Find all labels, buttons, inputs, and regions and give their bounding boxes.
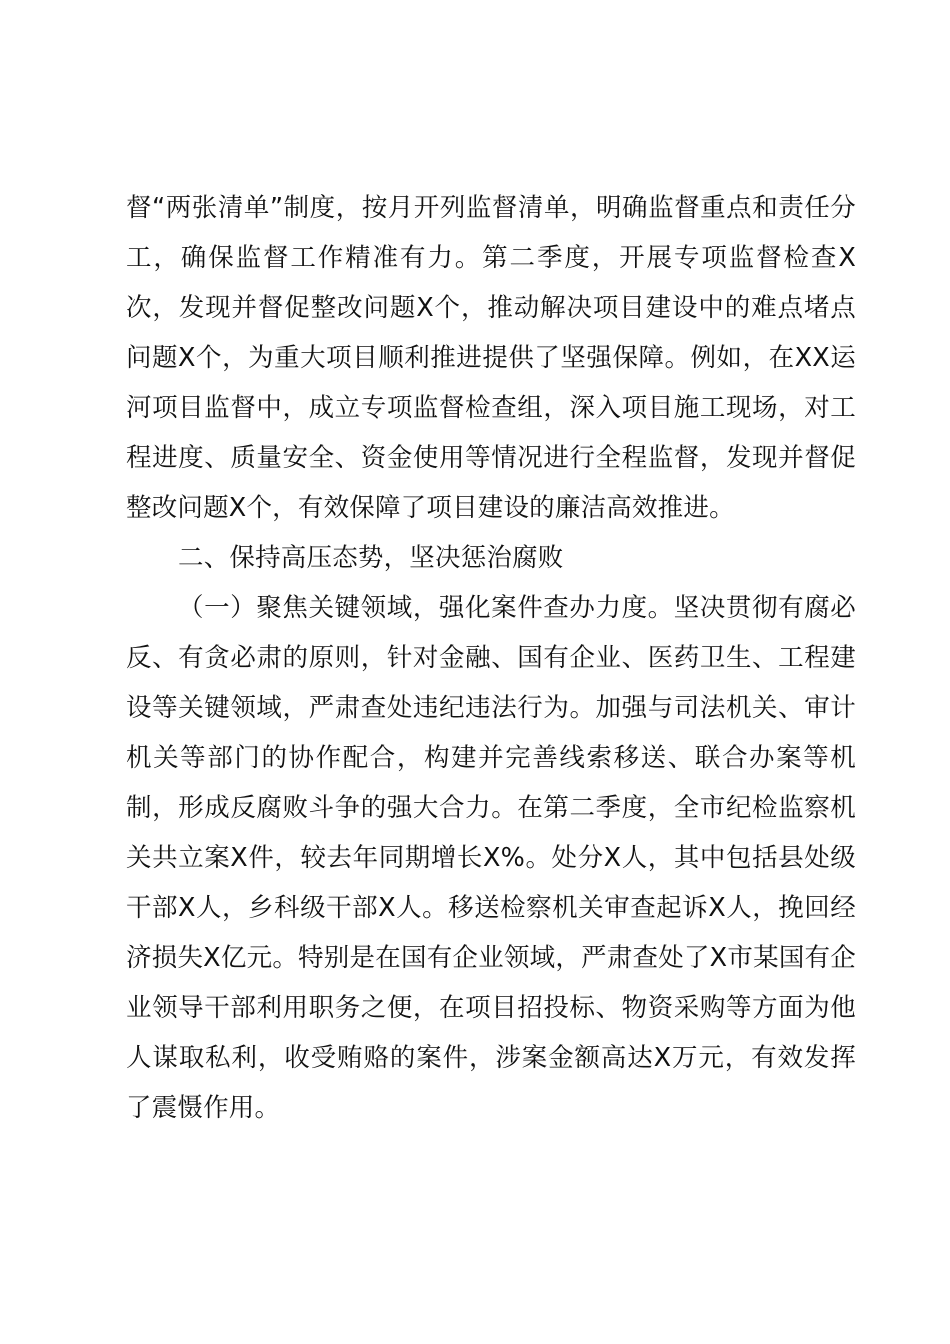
- paragraph-subsection: （一）聚焦关键领域，强化案件查办力度。坚决贯彻有腐必反、有贪必肃的原则，针对金融、国有企业、医药卫生、工程建设等关键领域，严肃查处违纪违法行为。加强与司法机关、审计机关等部门的协作配合，构建并完善线索移送、联合办案等机制，形成反腐败斗争的强大合力。在第二季度，全市纪检监察机关共立案X件，较去年同期增长X%。处分X人，其中包括县处级干部X人，乡科级干部X人。移送检察机关审查起诉X人，挽回经济损失X亿元。特别是在国有企业领域，严肃查处了X市某国有企业领导干部利用职务之便，在项目招投标、物资采购等方面为他人谋取私利，收受贿赂的案件，涉案金额高达X万元，有效发挥了震慑作用。: [126, 593, 856, 1123]
- document-body: [126, 183, 856, 1133]
- paragraph-continued: 督“两张清单”制度，按月开列监督清单，明确监督重点和责任分工，确保监督工作精准有力。第二季度，开展专项监督检查X次，发现并督促整改问题X个，推动解决项目建设中的难点堵点问题X个，为重大项目顺利推进提供了坚强保障。例如，在XX运河项目监督中，成立专项监督检查组，深入项目施工现场，对工程进度、质量安全、资金使用等情况进行全程监督，发现并督促整改问题X个，有效保障了项目建设的廉洁高效推进。: [126, 193, 856, 523]
- section-heading: 二、保持高压态势，坚决惩治腐败: [178, 543, 564, 573]
